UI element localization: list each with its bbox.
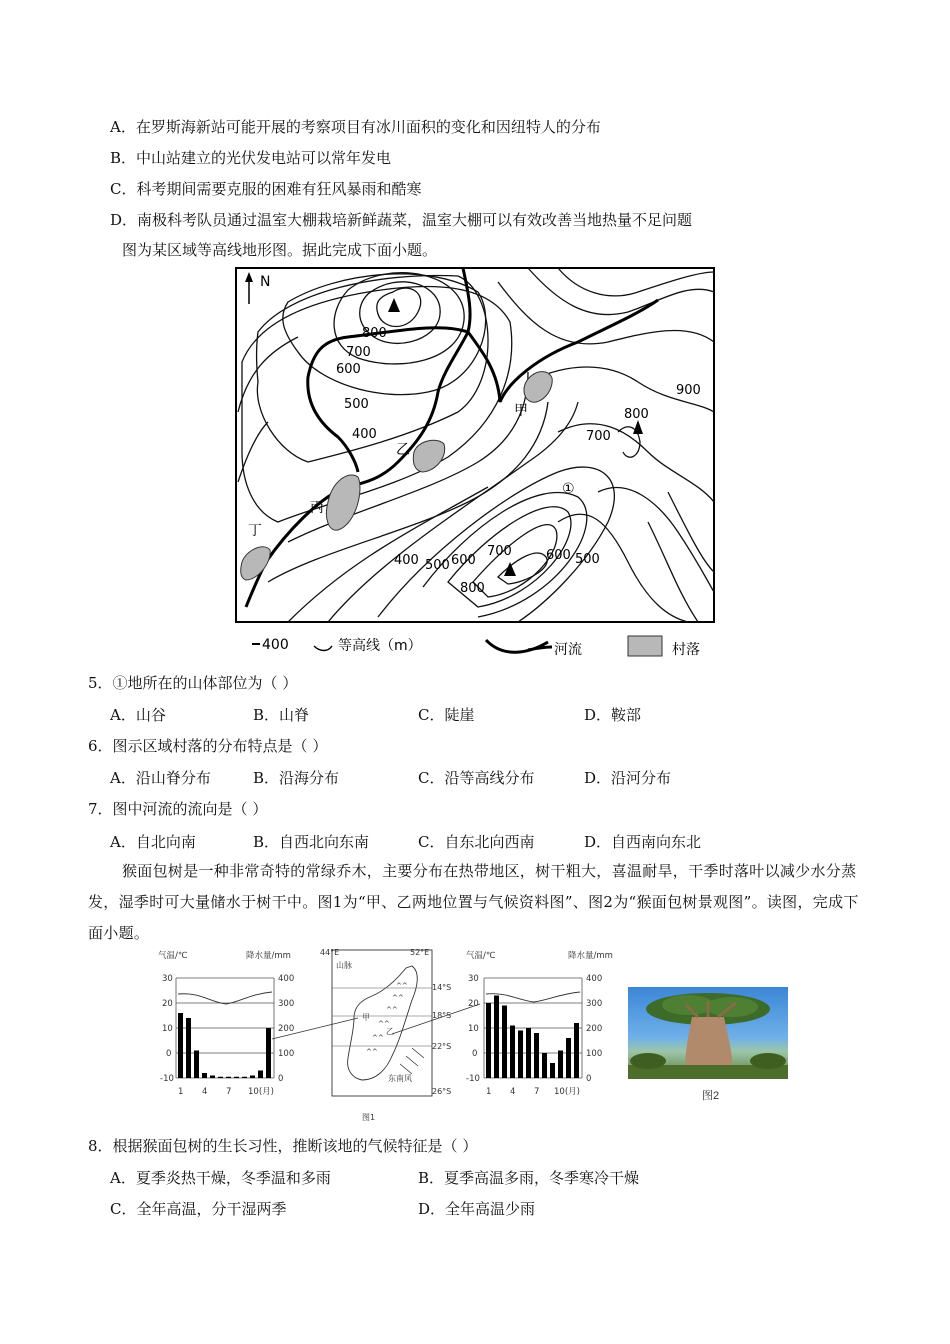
q8-option-d[interactable]: D．全年高温少雨 <box>418 1200 536 1218</box>
svg-text:1: 1 <box>486 1087 492 1097</box>
svg-text:500: 500 <box>575 552 600 567</box>
q8-option-a[interactable]: A．夏季炎热干燥，冬季温和多雨 <box>110 1169 331 1187</box>
q6-stem: 6．图示区域村落的分布特点是（ ） <box>88 737 328 755</box>
svg-text:0: 0 <box>472 1049 478 1059</box>
legend-sample-value: 400 <box>262 637 289 653</box>
svg-text:400: 400 <box>352 427 377 442</box>
svg-text:气温/℃: 气温/℃ <box>158 951 188 961</box>
svg-text:14°S: 14°S <box>432 983 452 992</box>
svg-text:400: 400 <box>278 974 295 984</box>
svg-text:500: 500 <box>344 397 369 412</box>
svg-text:300: 300 <box>586 999 603 1009</box>
svg-text:-10: -10 <box>160 1074 174 1084</box>
svg-text:400: 400 <box>586 974 603 984</box>
precip-bar <box>526 1028 531 1078</box>
baobab-photo <box>628 987 788 1079</box>
figure2-caption: 图2 <box>702 1090 720 1102</box>
svg-text:^^: ^^ <box>366 1048 378 1056</box>
precip-bar <box>486 1003 491 1078</box>
q5-option-d[interactable]: D．鞍部 <box>584 706 642 724</box>
svg-text:^^: ^^ <box>378 1020 390 1028</box>
svg-text:0: 0 <box>586 1074 592 1084</box>
q5-option-b[interactable]: B．山脊 <box>253 706 310 724</box>
precip-bar <box>202 1073 207 1078</box>
village-ding <box>241 547 270 580</box>
precip-bar <box>502 1006 507 1079</box>
label-circle1: ① <box>562 481 575 497</box>
precip-bar <box>226 1077 231 1078</box>
intro-contour-map: 图为某区域等高线地形图。据此完成下面小题。 <box>122 241 438 259</box>
peak-icon <box>633 420 643 434</box>
q5-stem: 5．①地所在的山体部位为（ ） <box>88 674 298 692</box>
svg-text:22°S: 22°S <box>432 1042 452 1051</box>
svg-text:44°E: 44°E <box>320 948 340 957</box>
precip-bar <box>250 1076 255 1079</box>
climate-figure <box>150 944 630 1126</box>
svg-text:乙: 乙 <box>386 1027 394 1036</box>
precip-bar <box>194 1051 199 1079</box>
q8-option-c[interactable]: C．全年高温，分干湿两季 <box>110 1200 287 1218</box>
precip-bar <box>574 1023 579 1078</box>
precip-bar <box>242 1077 247 1078</box>
prev-option-b: B．中山站建立的光伏发电站可以常年发电 <box>110 149 392 167</box>
svg-text:0: 0 <box>278 1074 284 1084</box>
precip-bar <box>558 1051 563 1079</box>
svg-text:26°S: 26°S <box>432 1087 452 1096</box>
q6-option-d[interactable]: D．沿河分布 <box>584 769 672 787</box>
svg-text:7: 7 <box>534 1087 540 1097</box>
svg-text:^^: ^^ <box>396 982 408 990</box>
village-yi <box>413 440 444 472</box>
peak-icon <box>388 298 400 312</box>
svg-text:^^: ^^ <box>372 1034 384 1042</box>
svg-text:500: 500 <box>425 558 450 573</box>
svg-text:900: 900 <box>676 383 701 398</box>
q8-option-b[interactable]: B．夏季高温多雨，冬季寒冷干燥 <box>418 1169 640 1187</box>
svg-text:200: 200 <box>278 1024 295 1034</box>
svg-text:700: 700 <box>586 429 611 444</box>
svg-text:10(月): 10(月) <box>248 1087 274 1097</box>
label-yi: 乙 <box>396 442 410 458</box>
svg-text:^^: ^^ <box>392 994 404 1002</box>
legend-contour: 等高线（m） <box>338 638 422 654</box>
svg-text:图1: 图1 <box>362 1113 376 1122</box>
q5-option-c[interactable]: C．陡崖 <box>418 706 475 724</box>
svg-text:700: 700 <box>487 544 512 559</box>
precip-bar <box>186 1018 191 1078</box>
village-bing <box>326 475 360 530</box>
svg-text:气温/℃: 气温/℃ <box>466 951 496 961</box>
svg-text:甲: 甲 <box>362 1013 370 1022</box>
svg-text:52°E: 52°E <box>410 948 430 957</box>
svg-text:800: 800 <box>624 407 649 422</box>
q7-stem: 7．图中河流的流向是（ ） <box>88 800 268 818</box>
svg-text:200: 200 <box>586 1024 603 1034</box>
prev-option-a: A．在罗斯海新站可能开展的考察项目有冰川面积的变化和因纽特人的分布 <box>110 118 601 136</box>
svg-text:100: 100 <box>278 1049 295 1059</box>
svg-text:700: 700 <box>346 345 371 360</box>
q6-option-a[interactable]: A．沿山脊分布 <box>110 769 211 787</box>
svg-text:20: 20 <box>162 999 173 1009</box>
svg-text:400: 400 <box>394 553 419 568</box>
svg-text:4: 4 <box>510 1087 516 1097</box>
q7-option-d[interactable]: D．自西南向东北 <box>584 833 702 851</box>
intro-baobab: 猴面包树是一种非常奇特的常绿乔木，主要分布在热带地区，树干粗大，喜温耐旱，干季时落叶以减少水分蒸发，湿季时可大量储水于树干中。图1为“甲、乙两地位置与气候资料图”、图2为“猴面包树景观图”。读图，完成下面小题。 <box>88 862 859 942</box>
svg-text:东南风: 东南风 <box>388 1074 412 1083</box>
precip-bar <box>178 1013 183 1078</box>
prev-option-c: C．科考期间需要克服的困难有狂风暴雨和酷寒 <box>110 180 422 198</box>
q7-option-b[interactable]: B．自西北向东南 <box>253 833 370 851</box>
precip-bar <box>510 1026 515 1079</box>
label-jia: 甲 <box>514 403 528 419</box>
q7-option-c[interactable]: C．自东北向西南 <box>418 833 535 851</box>
svg-text:降水量/mm: 降水量/mm <box>568 951 613 961</box>
svg-text:300: 300 <box>278 999 295 1009</box>
svg-text:100: 100 <box>586 1049 603 1059</box>
precip-bar <box>258 1071 263 1079</box>
q7-option-a[interactable]: A．自北向南 <box>110 833 196 851</box>
svg-text:18°S: 18°S <box>432 1011 452 1020</box>
label-ding: 丁 <box>248 523 262 539</box>
precip-bar <box>534 1033 539 1078</box>
legend-river: 河流 <box>554 642 582 658</box>
label-bing: 丙 <box>310 500 324 516</box>
svg-text:山脉: 山脉 <box>336 961 352 970</box>
svg-text:30: 30 <box>468 974 479 984</box>
svg-text:20: 20 <box>468 999 479 1009</box>
precip-bar <box>210 1076 215 1079</box>
precip-bar <box>518 1031 523 1079</box>
svg-text:600: 600 <box>546 548 571 563</box>
precip-bar <box>566 1038 571 1078</box>
contour-map <box>228 262 728 662</box>
svg-text:10: 10 <box>162 1024 173 1034</box>
precip-bar <box>550 1063 555 1078</box>
legend-village: 村落 <box>672 642 700 658</box>
precip-bar <box>542 1053 547 1078</box>
svg-text:4: 4 <box>202 1087 208 1097</box>
svg-text:800: 800 <box>460 581 485 596</box>
precip-bar <box>494 996 499 1079</box>
north-label: N <box>260 274 271 290</box>
svg-text:600: 600 <box>451 553 476 568</box>
q6-option-b[interactable]: B．沿海分布 <box>253 769 340 787</box>
precip-bar <box>266 1028 271 1078</box>
prev-option-d: D．南极科考队员通过温室大棚栽培新鲜蔬菜，温室大棚可以有效改善当地热量不足问题 <box>110 211 693 229</box>
precip-bar <box>218 1077 223 1078</box>
svg-text:-10: -10 <box>466 1074 480 1084</box>
precip-bar <box>234 1077 239 1078</box>
svg-text:30: 30 <box>162 974 173 984</box>
svg-text:600: 600 <box>336 362 361 377</box>
q8-stem: 8．根据猴面包树的生长习性，推断该地的气候特征是（ ） <box>88 1137 478 1155</box>
svg-text:0: 0 <box>166 1049 172 1059</box>
q6-option-c[interactable]: C．沿等高线分布 <box>418 769 535 787</box>
svg-text:^^: ^^ <box>386 1006 398 1014</box>
svg-text:10(月): 10(月) <box>554 1087 580 1097</box>
svg-text:1: 1 <box>178 1087 184 1097</box>
svg-text:800: 800 <box>362 326 387 341</box>
svg-text:10: 10 <box>468 1024 479 1034</box>
svg-text:降水量/mm: 降水量/mm <box>246 951 291 961</box>
svg-text:7: 7 <box>226 1087 232 1097</box>
q5-option-a[interactable]: A．山谷 <box>110 706 166 724</box>
